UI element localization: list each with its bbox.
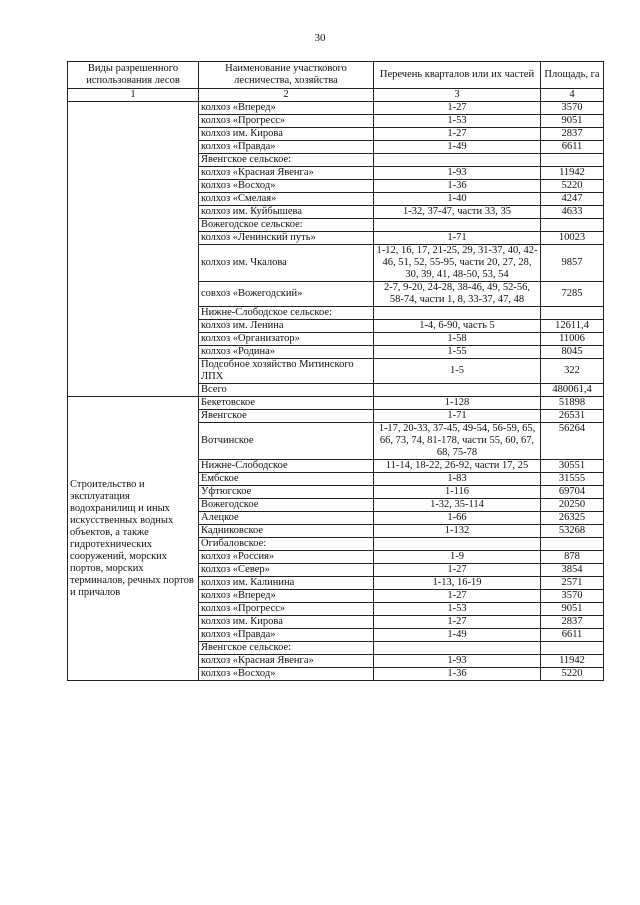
area-value: 6611 [541, 141, 604, 154]
area-value: 2837 [541, 128, 604, 141]
area-value: 322 [541, 359, 604, 384]
forestry-name: Всего [199, 384, 374, 397]
forest-use-table [67, 61, 604, 681]
area-value: 31555 [541, 473, 604, 486]
forestry-name: Вожегодское сельское: [199, 219, 374, 232]
area-value: 4247 [541, 193, 604, 206]
forestry-name: колхоз «Правда» [199, 141, 374, 154]
quarters-list: 1-17, 20-33, 37-45, 49-54, 56-59, 65, 66, 73, 74, 81-178, части 55, 60, 67, 68, 75-78 [374, 423, 541, 460]
forestry-name: Явенгское [199, 410, 374, 423]
area-value: 51898 [541, 397, 604, 410]
area-value: 3570 [541, 590, 604, 603]
quarters-list [374, 538, 541, 551]
area-value: 26325 [541, 512, 604, 525]
area-value: 5220 [541, 180, 604, 193]
forestry-name: Уфтюгское [199, 486, 374, 499]
column-number-row [68, 89, 604, 102]
quarters-list: 1-32, 37-47, части 33, 35 [374, 206, 541, 219]
area-value: 2837 [541, 616, 604, 629]
forestry-name: колхоз «Прогресс» [199, 603, 374, 616]
area-value: 9051 [541, 115, 604, 128]
quarters-list: 1-5 [374, 359, 541, 384]
forestry-name: Кадниковское [199, 525, 374, 538]
area-value: 7285 [541, 282, 604, 307]
quarters-list: 1-27 [374, 616, 541, 629]
forestry-name: Алецкое [199, 512, 374, 525]
quarters-list: 1-83 [374, 473, 541, 486]
forestry-name: колхоз «Восход» [199, 180, 374, 193]
forestry-name: колхоз им. Кирова [199, 128, 374, 141]
forestry-name: колхоз им. Ленина [199, 320, 374, 333]
quarters-list: 11-14, 18-22, 26-92, части 17, 25 [374, 460, 541, 473]
area-value: 8045 [541, 346, 604, 359]
area-value [541, 219, 604, 232]
column-number: 2 [199, 89, 374, 102]
forestry-name: колхоз «Родина» [199, 346, 374, 359]
forestry-name: колхоз им. Кирова [199, 616, 374, 629]
forestry-name: Вожегодское [199, 499, 374, 512]
forestry-name: Подсобное хозяйство Митинского ЛПХ [199, 359, 374, 384]
quarters-list: 1-53 [374, 603, 541, 616]
area-value: 69704 [541, 486, 604, 499]
page-number: 30 [314, 32, 326, 44]
forestry-name: колхоз «Вперед» [199, 590, 374, 603]
header-row [68, 62, 604, 89]
forestry-name: колхоз «Красная Явенга» [199, 655, 374, 668]
quarters-list: 1-32, 35-114 [374, 499, 541, 512]
quarters-list: 1-132 [374, 525, 541, 538]
area-value: 20250 [541, 499, 604, 512]
quarters-list [374, 154, 541, 167]
table-row [68, 397, 604, 410]
quarters-list: 1-55 [374, 346, 541, 359]
forestry-name: Нижне-Слободское [199, 460, 374, 473]
forestry-name: Бекетовское [199, 397, 374, 410]
quarters-list: 1-27 [374, 590, 541, 603]
forestry-name: Огибаловское: [199, 538, 374, 551]
quarters-list: 1-49 [374, 629, 541, 642]
area-value: 878 [541, 551, 604, 564]
quarters-list: 1-40 [374, 193, 541, 206]
forestry-name: Ембское [199, 473, 374, 486]
column-number: 3 [374, 89, 541, 102]
forestry-name: колхоз «Смелая» [199, 193, 374, 206]
area-value: 6611 [541, 629, 604, 642]
use-type-cell: Строительство и эксплуатация водохранилищ и иных искусственных водных объектов, а также гидротехнических сооружений, морских портов, морских терминалов, речных портов и причалов [68, 397, 199, 681]
area-value [541, 642, 604, 655]
forestry-name: колхоз «Прогресс» [199, 115, 374, 128]
quarters-list: 1-27 [374, 102, 541, 115]
quarters-list: 1-66 [374, 512, 541, 525]
quarters-list [374, 219, 541, 232]
header-use-type: Виды разрешенного использования лесов [68, 62, 199, 89]
area-value: 9857 [541, 245, 604, 282]
area-value [541, 154, 604, 167]
header-area: Площадь, га [541, 62, 604, 89]
forestry-name: совхоз «Вожегодский» [199, 282, 374, 307]
use-type-cell-empty [68, 102, 199, 397]
quarters-list: 1-71 [374, 410, 541, 423]
forestry-name: Явенгское сельское: [199, 642, 374, 655]
area-value: 26531 [541, 410, 604, 423]
forestry-name: колхоз «Правда» [199, 629, 374, 642]
area-value: 11006 [541, 333, 604, 346]
area-value: 10023 [541, 232, 604, 245]
area-value: 5220 [541, 668, 604, 681]
area-value: 480061,4 [541, 384, 604, 397]
quarters-list: 1-27 [374, 564, 541, 577]
quarters-list [374, 307, 541, 320]
forestry-name: колхоз им. Куйбышева [199, 206, 374, 219]
forestry-name: колхоз им. Чкалова [199, 245, 374, 282]
header-quarters: Перечень кварталов или их частей [374, 62, 541, 89]
forestry-name: колхоз «Ленинский путь» [199, 232, 374, 245]
quarters-list: 1-128 [374, 397, 541, 410]
quarters-list: 1-53 [374, 115, 541, 128]
forestry-name: колхоз «Восход» [199, 668, 374, 681]
column-number: 4 [541, 89, 604, 102]
quarters-list: 1-71 [374, 232, 541, 245]
quarters-list: 1-93 [374, 655, 541, 668]
area-value: 11942 [541, 655, 604, 668]
forestry-name: Нижне-Слободское сельское: [199, 307, 374, 320]
quarters-list: 1-27 [374, 128, 541, 141]
quarters-list: 1-9 [374, 551, 541, 564]
forestry-name: колхоз «Красная Явенга» [199, 167, 374, 180]
quarters-list: 1-36 [374, 180, 541, 193]
quarters-list: 1-12, 16, 17, 21-25, 29, 31-37, 40, 42-46, 51, 52, 55-95, части 20, 27, 28, 30, 39, 41, 48-50, 53, 54 [374, 245, 541, 282]
area-value: 56264 [541, 423, 604, 460]
quarters-list: 1-13, 16-19 [374, 577, 541, 590]
table-row [68, 102, 604, 115]
area-value: 11942 [541, 167, 604, 180]
quarters-list: 2-7, 9-20, 24-28, 38-46, 49, 52-56, 58-74, части 1, 8, 33-37, 47, 48 [374, 282, 541, 307]
forestry-name: колхоз «Вперед» [199, 102, 374, 115]
forestry-name: колхоз «Россия» [199, 551, 374, 564]
area-value [541, 538, 604, 551]
quarters-list: 1-58 [374, 333, 541, 346]
area-value [541, 307, 604, 320]
section1-body [68, 102, 604, 397]
forestry-name: Вотчинское [199, 423, 374, 460]
area-value: 30551 [541, 460, 604, 473]
area-value: 3570 [541, 102, 604, 115]
quarters-list: 1-4, 6-90, часть 5 [374, 320, 541, 333]
area-value: 53268 [541, 525, 604, 538]
forestry-name: колхоз им. Калинина [199, 577, 374, 590]
section2-body [68, 397, 604, 681]
quarters-list: 1-36 [374, 668, 541, 681]
header-forestry-name: Наименование участкового лесничества, хозяйства [199, 62, 374, 89]
forestry-name: колхоз «Организатор» [199, 333, 374, 346]
quarters-list [374, 384, 541, 397]
quarters-list: 1-93 [374, 167, 541, 180]
column-number: 1 [68, 89, 199, 102]
area-value: 12611,4 [541, 320, 604, 333]
area-value: 3854 [541, 564, 604, 577]
quarters-list: 1-116 [374, 486, 541, 499]
forestry-name: Явенгское сельское: [199, 154, 374, 167]
forestry-name: колхоз «Север» [199, 564, 374, 577]
quarters-list [374, 642, 541, 655]
area-value: 4633 [541, 206, 604, 219]
area-value: 2571 [541, 577, 604, 590]
area-value: 9051 [541, 603, 604, 616]
quarters-list: 1-49 [374, 141, 541, 154]
